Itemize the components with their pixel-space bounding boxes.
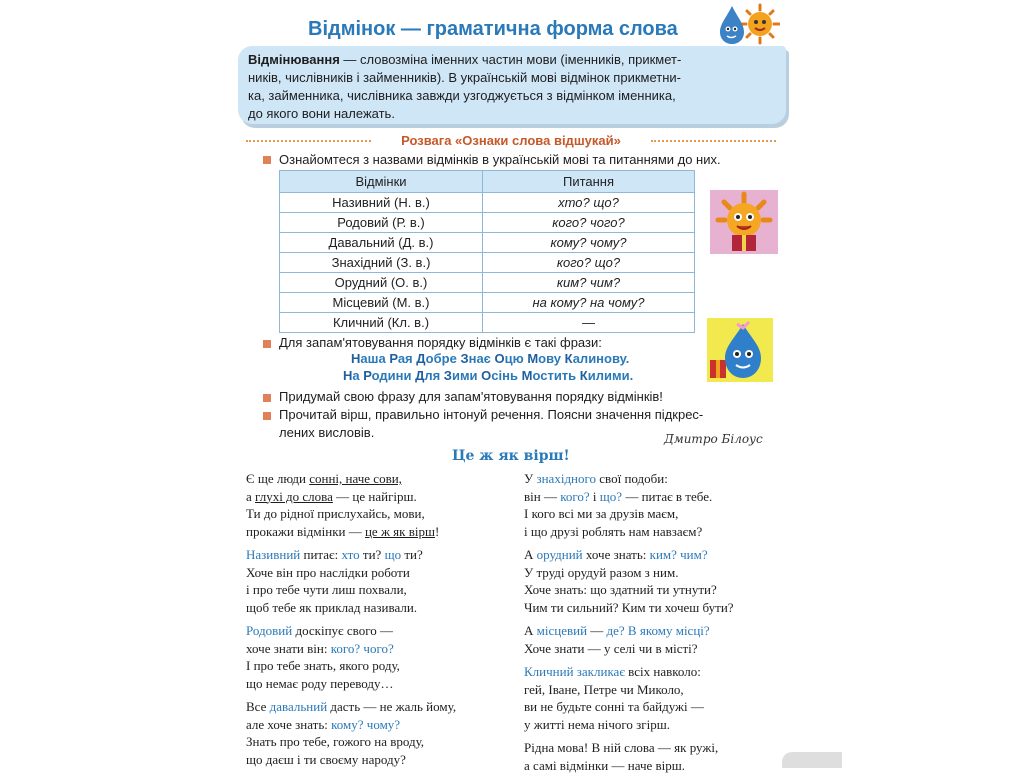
case-highlight: що? (599, 488, 623, 504)
mnemonic-initial: М (527, 351, 539, 366)
page-title: Відмінок — граматична форма слова (308, 18, 678, 40)
mnemonic-initial: Д (416, 351, 426, 366)
mnemonic-word-rest: обре (425, 351, 461, 366)
mnemonic-initial: Р (363, 368, 372, 383)
poem-text: прокажи відмінки — (246, 523, 365, 539)
poem-line (524, 716, 734, 734)
poem-column-left (246, 470, 456, 774)
mnemonic-word-rest: аша (360, 351, 390, 366)
case-highlight: місцевий (536, 623, 588, 638)
poem-text: — це найгірш. (332, 488, 417, 504)
definition-line: ка, займенника, числівника завжди узгоджується з відмінком іменника, (248, 88, 676, 103)
case-name: Називний (Н. в.) (280, 193, 483, 213)
case-highlight: ким? чим? (649, 547, 708, 562)
game-heading-row (246, 134, 776, 148)
poem-text: ! (434, 523, 440, 539)
case-question: на кому? на чому? (483, 293, 695, 313)
poem-stanza (524, 622, 734, 657)
case-highlight: давальний (269, 699, 328, 714)
mnemonic-word-rest: цю (504, 351, 528, 366)
poem-line (246, 733, 456, 751)
poem-line (246, 751, 456, 769)
poem-line (246, 581, 456, 599)
poem-stanza (246, 622, 456, 692)
mnemonic-initial: К (564, 351, 573, 366)
poem-text: ти? (359, 547, 385, 562)
poem-text: свої подоби: (596, 471, 668, 486)
sun-with-gift-illustration (710, 190, 778, 254)
poem-stanza (524, 470, 734, 540)
bullet-square-icon (263, 340, 271, 348)
poem-line (524, 681, 734, 699)
poem-line (524, 564, 734, 582)
table-row (280, 253, 695, 273)
poem-stanza (246, 470, 456, 540)
mnemonic-initial: М (521, 368, 533, 383)
poem-text: а самі відмінки — наче вірш. (524, 757, 686, 773)
poem-line (246, 488, 456, 506)
case-highlight: кого? (560, 488, 590, 504)
mnemonic-word-rest: алинову. (572, 351, 630, 366)
case-question: ким? чим? (483, 273, 695, 293)
case-highlight: Родовий (246, 623, 293, 638)
poem-text: А (524, 547, 537, 562)
mnemonic-initial: Р (389, 351, 398, 366)
cases-table (279, 170, 695, 333)
mnemonic-word-rest: ову (538, 351, 565, 366)
poem-author: Дмитро Білоус (664, 432, 763, 446)
mnemonic-word-rest: одини (371, 368, 416, 383)
poem-text: ви не будьте сонні та байдужі — (524, 699, 704, 714)
mnemonic-word-rest: ая (397, 351, 417, 366)
poem-line (524, 581, 734, 599)
case-question: — (483, 313, 695, 333)
mnemonic-initial: З (460, 351, 469, 366)
game-title: Розвага «Ознаки слова відшукай» (401, 133, 621, 148)
case-question: хто? що? (483, 193, 695, 213)
poem-text: Є ще люди (246, 471, 310, 486)
drop-with-gift-illustration (707, 318, 773, 382)
poem-line (524, 470, 734, 488)
case-name: Місцевий (М. в.) (280, 293, 483, 313)
poem-line (246, 523, 456, 541)
bullet-square-icon (263, 394, 271, 402)
mnemonic-initial: К (579, 368, 588, 383)
poem-text: У (524, 471, 537, 486)
page-corner-tab (782, 752, 842, 768)
poem-text: Чим ти сильний? Ким ти хочеш бути? (524, 599, 734, 615)
poem-stanza (524, 663, 734, 733)
poem-stanza (246, 546, 456, 616)
underlined-phrase: глухі до слова (255, 488, 333, 504)
mnemonic-initial: Н (351, 351, 361, 366)
mnemonic-initial: Д (415, 368, 425, 383)
mnemonic-word-rest: ими (451, 368, 482, 383)
poem-text: гей, Іване, Петре чи Миколо, (524, 681, 684, 697)
case-highlight: хто (341, 547, 360, 562)
case-highlight: орудний (536, 547, 583, 562)
case-highlight: знахідного (536, 471, 597, 486)
poem-line (524, 663, 734, 681)
case-highlight: Кличний закликає (524, 664, 625, 679)
poem-line (246, 564, 456, 582)
poem-line (246, 622, 456, 640)
poem-text: А (524, 623, 537, 638)
case-question: кого? чого? (483, 213, 695, 233)
mnemonic-initial: З (443, 368, 452, 383)
poem-text: всіх навколо: (624, 664, 701, 679)
mnemonic-word-rest: сінь (491, 368, 522, 383)
case-name: Орудний (О. в.) (280, 273, 483, 293)
mnemonic-word-rest: илими. (587, 368, 634, 383)
definition-term: Відмінювання (248, 52, 340, 67)
poem-line (524, 739, 734, 757)
sun-character-icon (741, 5, 779, 43)
gift-box-icon (732, 235, 756, 251)
definition-line: до якого вони належать. (248, 106, 395, 121)
characters-illustration (714, 2, 780, 46)
instruction-text: Для запам'ятовування порядку відмінків є такі фрази: (279, 335, 602, 350)
poem-line (246, 470, 456, 488)
poem-line (524, 599, 734, 617)
case-name: Кличний (Кл. в.) (280, 313, 483, 333)
poem-line (246, 640, 456, 658)
poem-text: Рідна мова! В ній слова — як ружі, (524, 740, 719, 755)
mnemonic-word-rest: нає (468, 351, 495, 366)
mnemonic-phrase-2 (343, 368, 633, 383)
case-highlight: Називний (246, 547, 301, 562)
instruction-line: Прочитай вірш, правильно інтонуй речення. Поясни значення підкрес- (279, 407, 704, 422)
poem-text: хоче знать: (582, 547, 650, 562)
poem-line (524, 622, 734, 640)
poem-text: що даєш і ти своєму народу? (246, 751, 406, 767)
poem-text: що немає роду переводу… (246, 675, 394, 691)
poem-line (246, 546, 456, 564)
water-drop-character-icon (720, 6, 744, 44)
instruction-line: лених висловів. (279, 425, 375, 440)
poem-title: Це ж як вірш! (452, 448, 570, 464)
gift-box-icon (710, 360, 726, 378)
definition-text (248, 51, 778, 123)
table-row (280, 313, 695, 333)
definition-line: ників, числівників і займенників). В українській мові відмінок прикметни- (248, 70, 681, 85)
case-highlight: кого? чого? (330, 640, 394, 656)
case-name: Знахідний (З. в.) (280, 253, 483, 273)
instruction-text (279, 406, 703, 442)
poem-text: Все (246, 699, 270, 714)
poem-text: і (589, 488, 600, 504)
poem-text: Хоче він про наслідки роботи (246, 564, 410, 580)
poem-text: Ти до рідної прислухайсь, мови, (246, 506, 425, 521)
case-highlight: де? В якому місці? (606, 623, 710, 638)
mnemonic-word-rest: ля (424, 368, 444, 383)
poem-text: і що друзі роблять нам навзаєм? (524, 523, 703, 539)
mnemonic-initial: Н (343, 368, 353, 383)
mnemonic-initial: О (494, 351, 505, 366)
poem-stanza (524, 546, 734, 616)
instruction-text: Придумай свою фразу для запам'ятовування порядку відмінків! (279, 389, 663, 404)
bullet-square-icon (263, 412, 271, 420)
poem-text: а (246, 488, 256, 504)
poem-stanza (524, 739, 734, 774)
dotted-divider-left (246, 140, 371, 142)
poem-text: І кого всі ми за друзів маєм, (524, 506, 679, 521)
table-row (280, 293, 695, 313)
poem-text: питає: (300, 547, 342, 562)
poem-line (246, 505, 456, 523)
definition-box (238, 46, 786, 124)
poem-text: ти? (401, 547, 423, 562)
mnemonic-word-rest: а (352, 368, 364, 383)
poem-line (246, 599, 456, 617)
poem-line (524, 757, 734, 775)
poem-text: доскіпує свого — (292, 623, 393, 638)
bullet-square-icon (263, 156, 271, 164)
poem-line (246, 716, 456, 734)
mnemonic-initial: О (481, 368, 492, 383)
poem-text: У труді орудуй разом з ним. (524, 564, 679, 580)
poem-text: — питає в тебе. (622, 488, 713, 504)
case-highlight: що (384, 547, 402, 562)
poem-text: і про тебе чути лиш похвали, (246, 582, 407, 597)
poem-line (246, 657, 456, 675)
table-header-row (280, 171, 695, 193)
poem-text: І про тебе знать, якого роду, (246, 658, 400, 673)
poem-text: але хоче знать: (246, 716, 332, 732)
poem-column-right (524, 470, 734, 780)
poem-line (524, 488, 734, 506)
table-row (280, 233, 695, 253)
poem-text: у житті нема нічого згірш. (524, 716, 671, 732)
poem-text: — (587, 623, 607, 638)
poem-line (524, 523, 734, 541)
poem-line (524, 546, 734, 564)
dotted-divider-right (651, 140, 776, 142)
poem-text: Хоче знати — у селі чи в місті? (524, 640, 698, 656)
table-row (280, 213, 695, 233)
case-question: кого? що? (483, 253, 695, 273)
underlined-phrase: це ж як вірш (364, 523, 435, 539)
poem-stanza (246, 698, 456, 768)
mnemonic-phrase-1 (351, 351, 629, 366)
poem-text: Хоче знать: що здатний ти утнути? (524, 582, 717, 597)
case-highlight: кому? чому? (331, 716, 401, 732)
poem-text: щоб тебе як приклад називали. (246, 599, 418, 615)
column-header: Відмінки (280, 171, 483, 193)
poem-line (524, 640, 734, 658)
definition-line: — словозміна іменних частин мови (іменників, прикмет- (339, 52, 682, 67)
poem-line (246, 675, 456, 693)
poem-line (524, 505, 734, 523)
instruction-text: Ознайомтеся з назвами відмінків в українській мові та питаннями до них. (279, 152, 721, 167)
poem-line (524, 698, 734, 716)
mnemonic-word-rest: остить (532, 368, 580, 383)
table-row (280, 193, 695, 213)
poem-text: хоче знати він: (246, 640, 331, 656)
underlined-phrase: сонні, наче сови, (309, 471, 402, 486)
poem-line (246, 698, 456, 716)
case-name: Родовий (Р. в.) (280, 213, 483, 233)
column-header: Питання (483, 171, 695, 193)
case-question: кому? чому? (483, 233, 695, 253)
poem-text: дасть — не жаль йому, (327, 699, 457, 714)
case-name: Давальний (Д. в.) (280, 233, 483, 253)
poem-text: він — (524, 488, 561, 504)
table-row (280, 273, 695, 293)
poem-text: Знать про тебе, гожого на вроду, (246, 734, 425, 749)
